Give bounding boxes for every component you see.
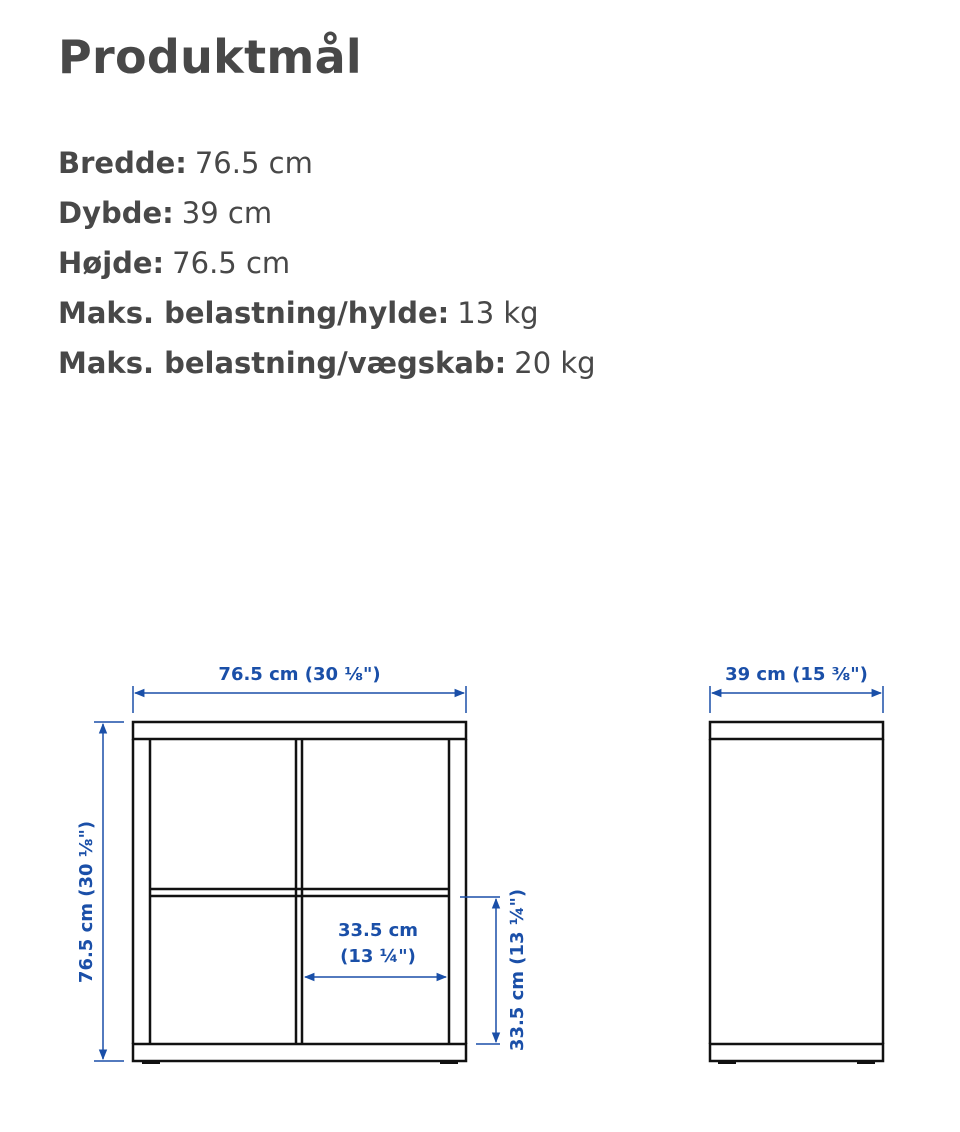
front-width-dimension [133, 686, 466, 713]
spec-label: Højde: [58, 246, 165, 280]
side-depth-dimension [710, 686, 883, 713]
spec-value: 76.5 cm [172, 246, 291, 280]
spec-row-width [58, 138, 596, 188]
spec-value: 20 kg [514, 346, 596, 380]
dimension-specs-list [58, 138, 596, 388]
compartment-height-label: 33.5 cm (13 ¼") [507, 888, 528, 1052]
spec-row-max-load-cabinet [58, 338, 596, 388]
spec-value: 39 cm [181, 196, 273, 230]
compartment-width-label-line2: (13 ¼") [340, 946, 416, 967]
spec-label: Bredde: [58, 146, 187, 180]
side-view-shelf [710, 722, 883, 1061]
side-depth-label: 39 cm (15 ⅜") [725, 664, 868, 685]
dimension-diagram [0, 640, 960, 1132]
spec-label: Dybde: [58, 196, 174, 230]
front-width-label: 76.5 cm (30 ⅛") [218, 664, 381, 685]
front-height-label: 76.5 cm (30 ⅛") [76, 820, 97, 984]
spec-row-height [58, 238, 596, 288]
page-title: Produktmål [58, 30, 362, 84]
spec-row-depth [58, 188, 596, 238]
spec-label: Maks. belastning/hylde: [58, 296, 450, 330]
spec-label: Maks. belastning/vægskab: [58, 346, 507, 380]
front-view-shelf [133, 722, 466, 1061]
compartment-width-label-line1: 33.5 cm [337, 920, 419, 941]
spec-value: 76.5 cm [194, 146, 313, 180]
shelf-drawing [0, 640, 960, 1132]
spec-value: 13 kg [457, 296, 539, 330]
spec-row-max-load-shelf [58, 288, 596, 338]
